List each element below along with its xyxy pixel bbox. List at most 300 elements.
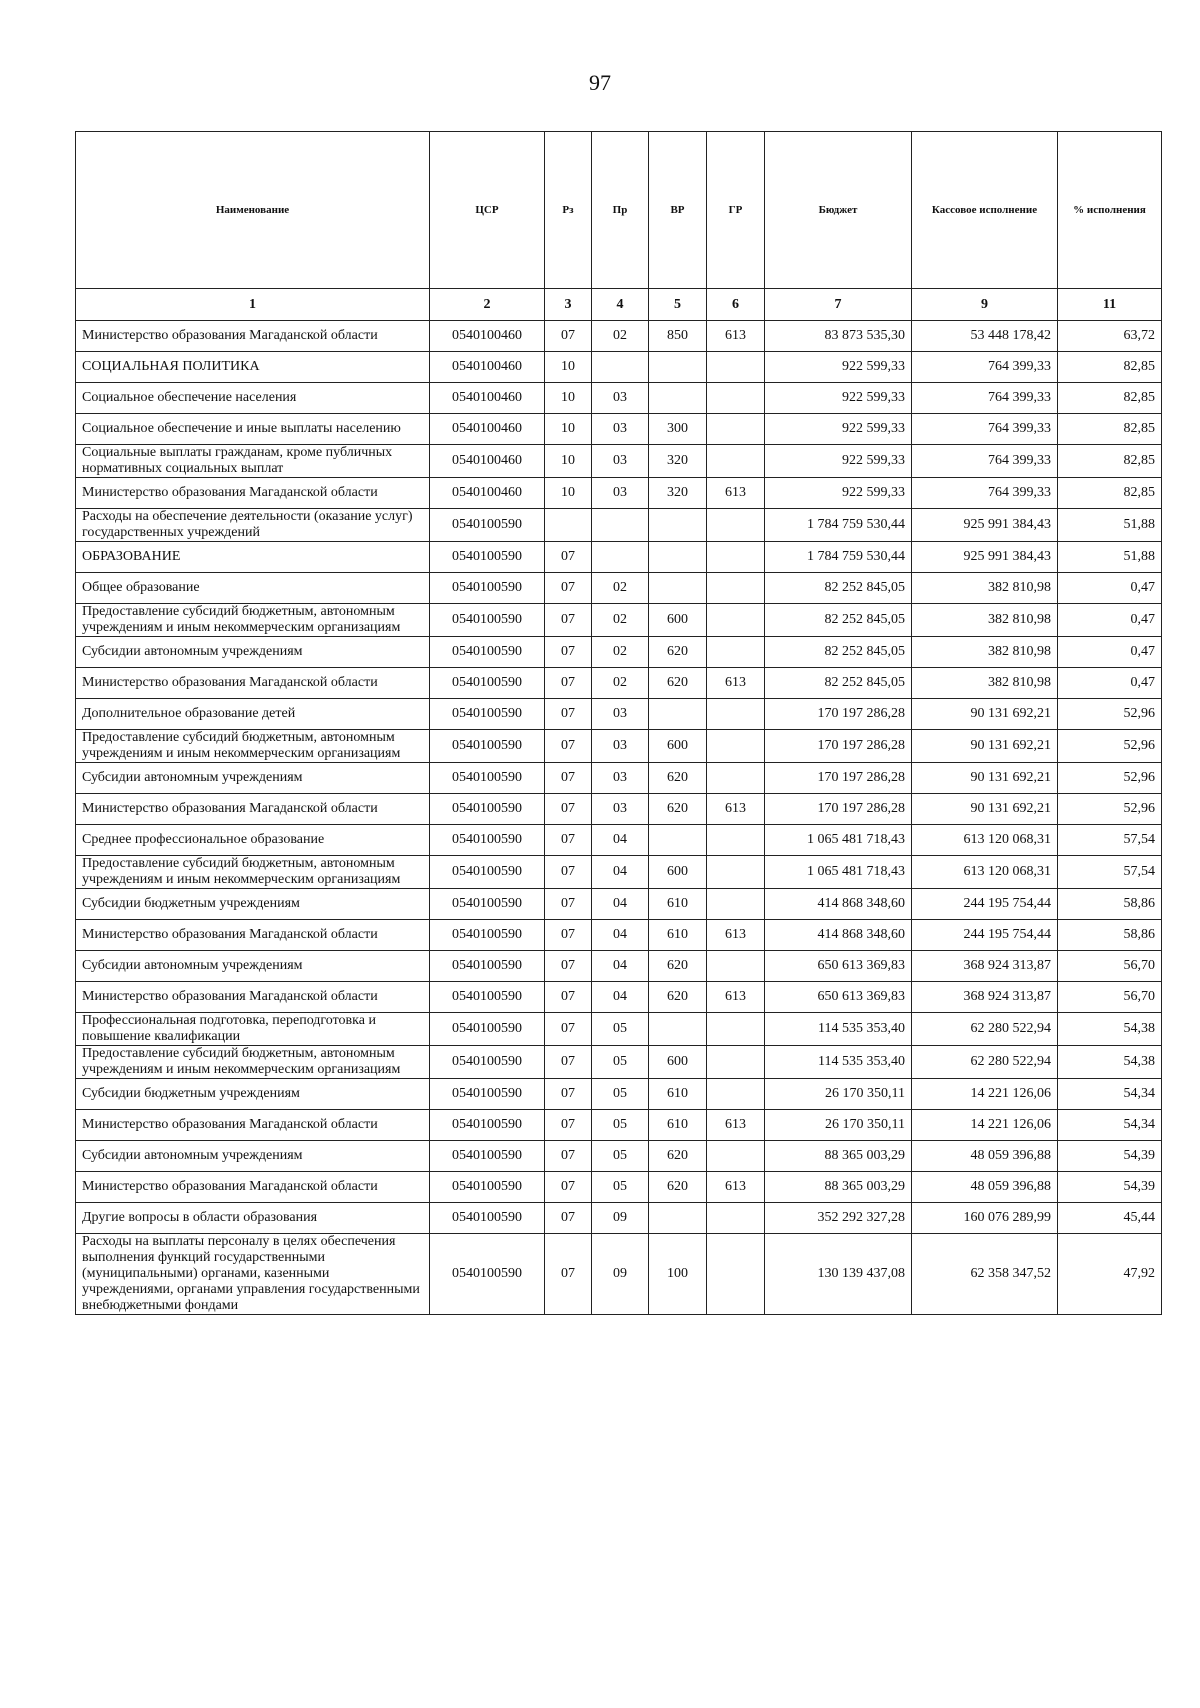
cell-gr [707, 352, 765, 383]
header-pr: Пр [592, 132, 649, 289]
cell-pct: 45,44 [1058, 1203, 1162, 1234]
cell-pr: 03 [592, 763, 649, 794]
cell-rz: 07 [545, 1046, 592, 1079]
cell-budget: 414 868 348,60 [765, 920, 912, 951]
cell-csr: 0540100460 [430, 383, 545, 414]
cell-name: Предоставление субсидий бюджетным, автономным учреждениям и иным некоммерческим организациям [76, 856, 430, 889]
cell-rz: 07 [545, 982, 592, 1013]
cell-cash: 613 120 068,31 [912, 825, 1058, 856]
cell-pr: 03 [592, 445, 649, 478]
cell-cash: 764 399,33 [912, 383, 1058, 414]
table-row [76, 573, 1162, 604]
cell-cash: 613 120 068,31 [912, 856, 1058, 889]
cell-vr: 620 [649, 637, 707, 668]
cell-pr: 05 [592, 1046, 649, 1079]
cell-name: Министерство образования Магаданской области [76, 321, 430, 352]
cell-vr: 610 [649, 1110, 707, 1141]
cell-name: Расходы на обеспечение деятельности (оказание услуг) государственных учреждений [76, 509, 430, 542]
cell-gr [707, 856, 765, 889]
cell-name: Социальное обеспечение и иные выплаты населению [76, 414, 430, 445]
header-rz: Рз [545, 132, 592, 289]
cell-gr: 613 [707, 982, 765, 1013]
cell-gr [707, 825, 765, 856]
cell-pct: 54,34 [1058, 1110, 1162, 1141]
table-row [76, 1046, 1162, 1079]
cell-pr: 03 [592, 414, 649, 445]
cell-name: Министерство образования Магаданской области [76, 668, 430, 699]
cell-csr: 0540100590 [430, 637, 545, 668]
cell-rz: 07 [545, 1172, 592, 1203]
cell-vr: 600 [649, 1046, 707, 1079]
cell-cash: 14 221 126,06 [912, 1110, 1058, 1141]
table-row [76, 856, 1162, 889]
cell-pct: 52,96 [1058, 763, 1162, 794]
cell-csr: 0540100590 [430, 730, 545, 763]
cell-pct: 51,88 [1058, 542, 1162, 573]
cell-vr: 320 [649, 478, 707, 509]
cell-vr: 620 [649, 668, 707, 699]
cell-csr: 0540100590 [430, 1046, 545, 1079]
table-row [76, 445, 1162, 478]
cell-name: Социальное обеспечение населения [76, 383, 430, 414]
table-row [76, 321, 1162, 352]
cell-budget: 1 065 481 718,43 [765, 856, 912, 889]
cell-gr [707, 383, 765, 414]
cell-budget: 922 599,33 [765, 445, 912, 478]
cell-pr: 05 [592, 1141, 649, 1172]
cell-csr: 0540100460 [430, 414, 545, 445]
cell-cash: 90 131 692,21 [912, 763, 1058, 794]
cell-csr: 0540100590 [430, 699, 545, 730]
cell-budget: 170 197 286,28 [765, 763, 912, 794]
cell-pr: 03 [592, 730, 649, 763]
table-row [76, 604, 1162, 637]
cell-pct: 52,96 [1058, 730, 1162, 763]
cell-budget: 82 252 845,05 [765, 637, 912, 668]
cell-pr: 05 [592, 1172, 649, 1203]
cell-csr: 0540100590 [430, 1172, 545, 1203]
cell-pr: 02 [592, 321, 649, 352]
cell-pct: 82,85 [1058, 414, 1162, 445]
cell-csr: 0540100590 [430, 982, 545, 1013]
cell-pct: 82,85 [1058, 445, 1162, 478]
table-row [76, 794, 1162, 825]
cell-cash: 90 131 692,21 [912, 699, 1058, 730]
cell-vr: 610 [649, 889, 707, 920]
cell-rz [545, 509, 592, 542]
cell-vr [649, 825, 707, 856]
cell-budget: 650 613 369,83 [765, 982, 912, 1013]
cell-budget: 88 365 003,29 [765, 1141, 912, 1172]
cell-pct: 54,38 [1058, 1046, 1162, 1079]
cell-budget: 1 065 481 718,43 [765, 825, 912, 856]
cell-pr: 05 [592, 1013, 649, 1046]
cell-cash: 382 810,98 [912, 573, 1058, 604]
cell-pct: 51,88 [1058, 509, 1162, 542]
cell-budget: 922 599,33 [765, 352, 912, 383]
cell-cash: 244 195 754,44 [912, 889, 1058, 920]
table-row [76, 1079, 1162, 1110]
table-row [76, 1110, 1162, 1141]
cell-vr: 620 [649, 982, 707, 1013]
cell-name: Общее образование [76, 573, 430, 604]
cell-vr: 600 [649, 730, 707, 763]
column-number: 1 [76, 289, 430, 321]
cell-cash: 368 924 313,87 [912, 951, 1058, 982]
cell-csr: 0540100590 [430, 1110, 545, 1141]
cell-pct: 63,72 [1058, 321, 1162, 352]
cell-rz: 07 [545, 1141, 592, 1172]
cell-vr: 610 [649, 1079, 707, 1110]
column-number: 2 [430, 289, 545, 321]
column-number: 9 [912, 289, 1058, 321]
cell-pr [592, 352, 649, 383]
cell-gr [707, 637, 765, 668]
cell-budget: 414 868 348,60 [765, 889, 912, 920]
table-row [76, 1203, 1162, 1234]
table-row [76, 509, 1162, 542]
cell-gr [707, 1013, 765, 1046]
cell-vr: 850 [649, 321, 707, 352]
cell-pr: 04 [592, 856, 649, 889]
cell-budget: 83 873 535,30 [765, 321, 912, 352]
cell-cash: 925 991 384,43 [912, 509, 1058, 542]
cell-budget: 1 784 759 530,44 [765, 542, 912, 573]
cell-budget: 1 784 759 530,44 [765, 509, 912, 542]
table-row [76, 414, 1162, 445]
table-row [76, 352, 1162, 383]
cell-cash: 764 399,33 [912, 414, 1058, 445]
cell-name: Министерство образования Магаданской области [76, 920, 430, 951]
cell-pct: 54,34 [1058, 1079, 1162, 1110]
table-row [76, 920, 1162, 951]
cell-csr: 0540100590 [430, 889, 545, 920]
cell-rz: 07 [545, 1203, 592, 1234]
cell-rz: 07 [545, 920, 592, 951]
cell-gr [707, 604, 765, 637]
cell-pr: 03 [592, 794, 649, 825]
table-row [76, 668, 1162, 699]
cell-budget: 922 599,33 [765, 414, 912, 445]
cell-budget: 82 252 845,05 [765, 604, 912, 637]
cell-pct: 47,92 [1058, 1234, 1162, 1315]
cell-gr [707, 889, 765, 920]
cell-cash: 764 399,33 [912, 445, 1058, 478]
cell-gr [707, 699, 765, 730]
cell-cash: 925 991 384,43 [912, 542, 1058, 573]
column-number: 5 [649, 289, 707, 321]
cell-name: ОБРАЗОВАНИЕ [76, 542, 430, 573]
cell-name: Субсидии автономным учреждениям [76, 637, 430, 668]
cell-name: Предоставление субсидий бюджетным, автономным учреждениям и иным некоммерческим организациям [76, 1046, 430, 1079]
cell-vr [649, 699, 707, 730]
cell-cash: 160 076 289,99 [912, 1203, 1058, 1234]
table-row [76, 1234, 1162, 1315]
cell-gr [707, 730, 765, 763]
cell-pr: 04 [592, 825, 649, 856]
cell-vr: 620 [649, 951, 707, 982]
cell-gr [707, 445, 765, 478]
cell-csr: 0540100590 [430, 573, 545, 604]
cell-csr: 0540100590 [430, 668, 545, 699]
cell-name: Другие вопросы в области образования [76, 1203, 430, 1234]
cell-pr: 09 [592, 1203, 649, 1234]
cell-gr: 613 [707, 794, 765, 825]
cell-budget: 26 170 350,11 [765, 1110, 912, 1141]
cell-pr: 03 [592, 699, 649, 730]
cell-vr: 620 [649, 763, 707, 794]
cell-cash: 62 280 522,94 [912, 1046, 1058, 1079]
cell-pr: 03 [592, 478, 649, 509]
cell-gr [707, 1234, 765, 1315]
cell-gr: 613 [707, 1172, 765, 1203]
cell-name: Министерство образования Магаданской области [76, 1110, 430, 1141]
cell-vr [649, 573, 707, 604]
column-number: 7 [765, 289, 912, 321]
cell-cash: 62 358 347,52 [912, 1234, 1058, 1315]
cell-gr [707, 1046, 765, 1079]
cell-vr [649, 383, 707, 414]
cell-vr: 620 [649, 794, 707, 825]
cell-vr [649, 509, 707, 542]
cell-rz: 10 [545, 414, 592, 445]
cell-pct: 57,54 [1058, 825, 1162, 856]
cell-csr: 0540100590 [430, 1013, 545, 1046]
cell-cash: 382 810,98 [912, 668, 1058, 699]
column-number: 4 [592, 289, 649, 321]
table-row [76, 730, 1162, 763]
cell-rz: 07 [545, 1013, 592, 1046]
cell-vr: 600 [649, 604, 707, 637]
cell-gr [707, 951, 765, 982]
cell-vr [649, 1203, 707, 1234]
cell-rz: 07 [545, 889, 592, 920]
cell-pr: 04 [592, 889, 649, 920]
cell-pr: 05 [592, 1110, 649, 1141]
cell-pct: 57,54 [1058, 856, 1162, 889]
cell-cash: 764 399,33 [912, 478, 1058, 509]
cell-cash: 90 131 692,21 [912, 794, 1058, 825]
cell-name: Министерство образования Магаданской области [76, 1172, 430, 1203]
cell-budget: 26 170 350,11 [765, 1079, 912, 1110]
cell-budget: 170 197 286,28 [765, 730, 912, 763]
cell-csr: 0540100590 [430, 951, 545, 982]
cell-pr: 02 [592, 573, 649, 604]
cell-vr: 620 [649, 1141, 707, 1172]
cell-name: Расходы на выплаты персоналу в целях обеспечения выполнения функций государственными (муниципальными) органами, казенными учреждениями, органами управления государственными внебюджетными фондами [76, 1234, 430, 1315]
table-row [76, 542, 1162, 573]
cell-pr: 04 [592, 982, 649, 1013]
budget-execution-table [75, 131, 1162, 1315]
header-budget: Бюджет [765, 132, 912, 289]
cell-pct: 58,86 [1058, 920, 1162, 951]
cell-cash: 53 448 178,42 [912, 321, 1058, 352]
cell-gr: 613 [707, 321, 765, 352]
table-row [76, 383, 1162, 414]
cell-rz: 10 [545, 383, 592, 414]
table-row [76, 1172, 1162, 1203]
cell-pct: 54,39 [1058, 1172, 1162, 1203]
header-csr: ЦСР [430, 132, 545, 289]
table-row [76, 1013, 1162, 1046]
cell-rz: 10 [545, 478, 592, 509]
cell-budget: 170 197 286,28 [765, 794, 912, 825]
table-row [76, 637, 1162, 668]
cell-budget: 170 197 286,28 [765, 699, 912, 730]
cell-cash: 14 221 126,06 [912, 1079, 1058, 1110]
cell-gr [707, 573, 765, 604]
header-row [76, 132, 1162, 289]
cell-csr: 0540100590 [430, 604, 545, 637]
cell-cash: 382 810,98 [912, 637, 1058, 668]
cell-name: Дополнительное образование детей [76, 699, 430, 730]
cell-rz: 07 [545, 637, 592, 668]
cell-cash: 244 195 754,44 [912, 920, 1058, 951]
cell-pr [592, 509, 649, 542]
cell-rz: 07 [545, 730, 592, 763]
cell-csr: 0540100460 [430, 445, 545, 478]
cell-cash: 62 280 522,94 [912, 1013, 1058, 1046]
cell-pct: 52,96 [1058, 699, 1162, 730]
header-gr: ГР [707, 132, 765, 289]
cell-rz: 07 [545, 1110, 592, 1141]
cell-gr [707, 414, 765, 445]
cell-vr: 610 [649, 920, 707, 951]
cell-rz: 07 [545, 542, 592, 573]
cell-vr [649, 542, 707, 573]
cell-csr: 0540100590 [430, 509, 545, 542]
cell-name: Субсидии автономным учреждениям [76, 763, 430, 794]
cell-vr: 300 [649, 414, 707, 445]
cell-name: Предоставление субсидий бюджетным, автономным учреждениям и иным некоммерческим организациям [76, 604, 430, 637]
table-row [76, 951, 1162, 982]
header-vr: ВР [649, 132, 707, 289]
cell-name: Министерство образования Магаданской области [76, 478, 430, 509]
cell-vr: 600 [649, 856, 707, 889]
cell-csr: 0540100590 [430, 825, 545, 856]
column-number-row [76, 289, 1162, 321]
table-row [76, 699, 1162, 730]
cell-budget: 114 535 353,40 [765, 1046, 912, 1079]
cell-gr [707, 763, 765, 794]
cell-gr [707, 542, 765, 573]
cell-budget: 114 535 353,40 [765, 1013, 912, 1046]
header-cash: Кассовое исполнение [912, 132, 1058, 289]
column-number: 3 [545, 289, 592, 321]
header-name: Наименование [76, 132, 430, 289]
cell-pr: 04 [592, 951, 649, 982]
cell-cash: 48 059 396,88 [912, 1172, 1058, 1203]
cell-budget: 82 252 845,05 [765, 573, 912, 604]
cell-name: СОЦИАЛЬНАЯ ПОЛИТИКА [76, 352, 430, 383]
cell-gr: 613 [707, 478, 765, 509]
cell-pr: 03 [592, 383, 649, 414]
cell-budget: 88 365 003,29 [765, 1172, 912, 1203]
cell-rz: 07 [545, 856, 592, 889]
cell-pct: 0,47 [1058, 637, 1162, 668]
table-body [76, 321, 1162, 1315]
cell-csr: 0540100590 [430, 1234, 545, 1315]
cell-rz: 10 [545, 445, 592, 478]
cell-gr [707, 509, 765, 542]
cell-name: Субсидии автономным учреждениям [76, 1141, 430, 1172]
cell-vr: 620 [649, 1172, 707, 1203]
table-row [76, 825, 1162, 856]
table-row [76, 763, 1162, 794]
cell-budget: 82 252 845,05 [765, 668, 912, 699]
cell-csr: 0540100460 [430, 321, 545, 352]
cell-cash: 48 059 396,88 [912, 1141, 1058, 1172]
cell-budget: 650 613 369,83 [765, 951, 912, 982]
header-pct: % исполнения [1058, 132, 1162, 289]
table-row [76, 982, 1162, 1013]
cell-gr [707, 1203, 765, 1234]
cell-csr: 0540100590 [430, 1141, 545, 1172]
cell-name: Субсидии автономным учреждениям [76, 951, 430, 982]
column-number: 11 [1058, 289, 1162, 321]
cell-csr: 0540100590 [430, 920, 545, 951]
cell-pct: 54,38 [1058, 1013, 1162, 1046]
cell-pr: 02 [592, 637, 649, 668]
cell-pct: 0,47 [1058, 573, 1162, 604]
cell-pct: 0,47 [1058, 668, 1162, 699]
cell-budget: 130 139 437,08 [765, 1234, 912, 1315]
cell-gr: 613 [707, 920, 765, 951]
cell-gr: 613 [707, 1110, 765, 1141]
cell-name: Субсидии бюджетным учреждениям [76, 1079, 430, 1110]
cell-pct: 56,70 [1058, 951, 1162, 982]
cell-budget: 922 599,33 [765, 383, 912, 414]
cell-csr: 0540100590 [430, 1203, 545, 1234]
cell-vr: 320 [649, 445, 707, 478]
cell-pr: 04 [592, 920, 649, 951]
cell-rz: 07 [545, 1234, 592, 1315]
cell-csr: 0540100590 [430, 794, 545, 825]
page-number: 97 [589, 70, 611, 95]
cell-rz: 07 [545, 668, 592, 699]
cell-pct: 56,70 [1058, 982, 1162, 1013]
cell-name: Среднее профессиональное образование [76, 825, 430, 856]
cell-pct: 58,86 [1058, 889, 1162, 920]
table-row [76, 478, 1162, 509]
cell-csr: 0540100460 [430, 352, 545, 383]
cell-pr: 02 [592, 668, 649, 699]
cell-pct: 0,47 [1058, 604, 1162, 637]
cell-cash: 382 810,98 [912, 604, 1058, 637]
cell-vr [649, 352, 707, 383]
cell-csr: 0540100590 [430, 1079, 545, 1110]
cell-name: Социальные выплаты гражданам, кроме публичных нормативных социальных выплат [76, 445, 430, 478]
cell-name: Министерство образования Магаданской области [76, 982, 430, 1013]
cell-name: Профессиональная подготовка, переподготовка и повышение квалификации [76, 1013, 430, 1046]
cell-gr [707, 1079, 765, 1110]
cell-csr: 0540100590 [430, 542, 545, 573]
cell-rz: 07 [545, 794, 592, 825]
column-number: 6 [707, 289, 765, 321]
cell-gr: 613 [707, 668, 765, 699]
cell-pct: 82,85 [1058, 478, 1162, 509]
table-row [76, 1141, 1162, 1172]
cell-pr: 09 [592, 1234, 649, 1315]
cell-gr [707, 1141, 765, 1172]
cell-rz: 07 [545, 604, 592, 637]
cell-csr: 0540100590 [430, 763, 545, 794]
cell-csr: 0540100460 [430, 478, 545, 509]
cell-name: Субсидии бюджетным учреждениям [76, 889, 430, 920]
cell-vr [649, 1013, 707, 1046]
cell-pr: 02 [592, 604, 649, 637]
cell-budget: 922 599,33 [765, 478, 912, 509]
